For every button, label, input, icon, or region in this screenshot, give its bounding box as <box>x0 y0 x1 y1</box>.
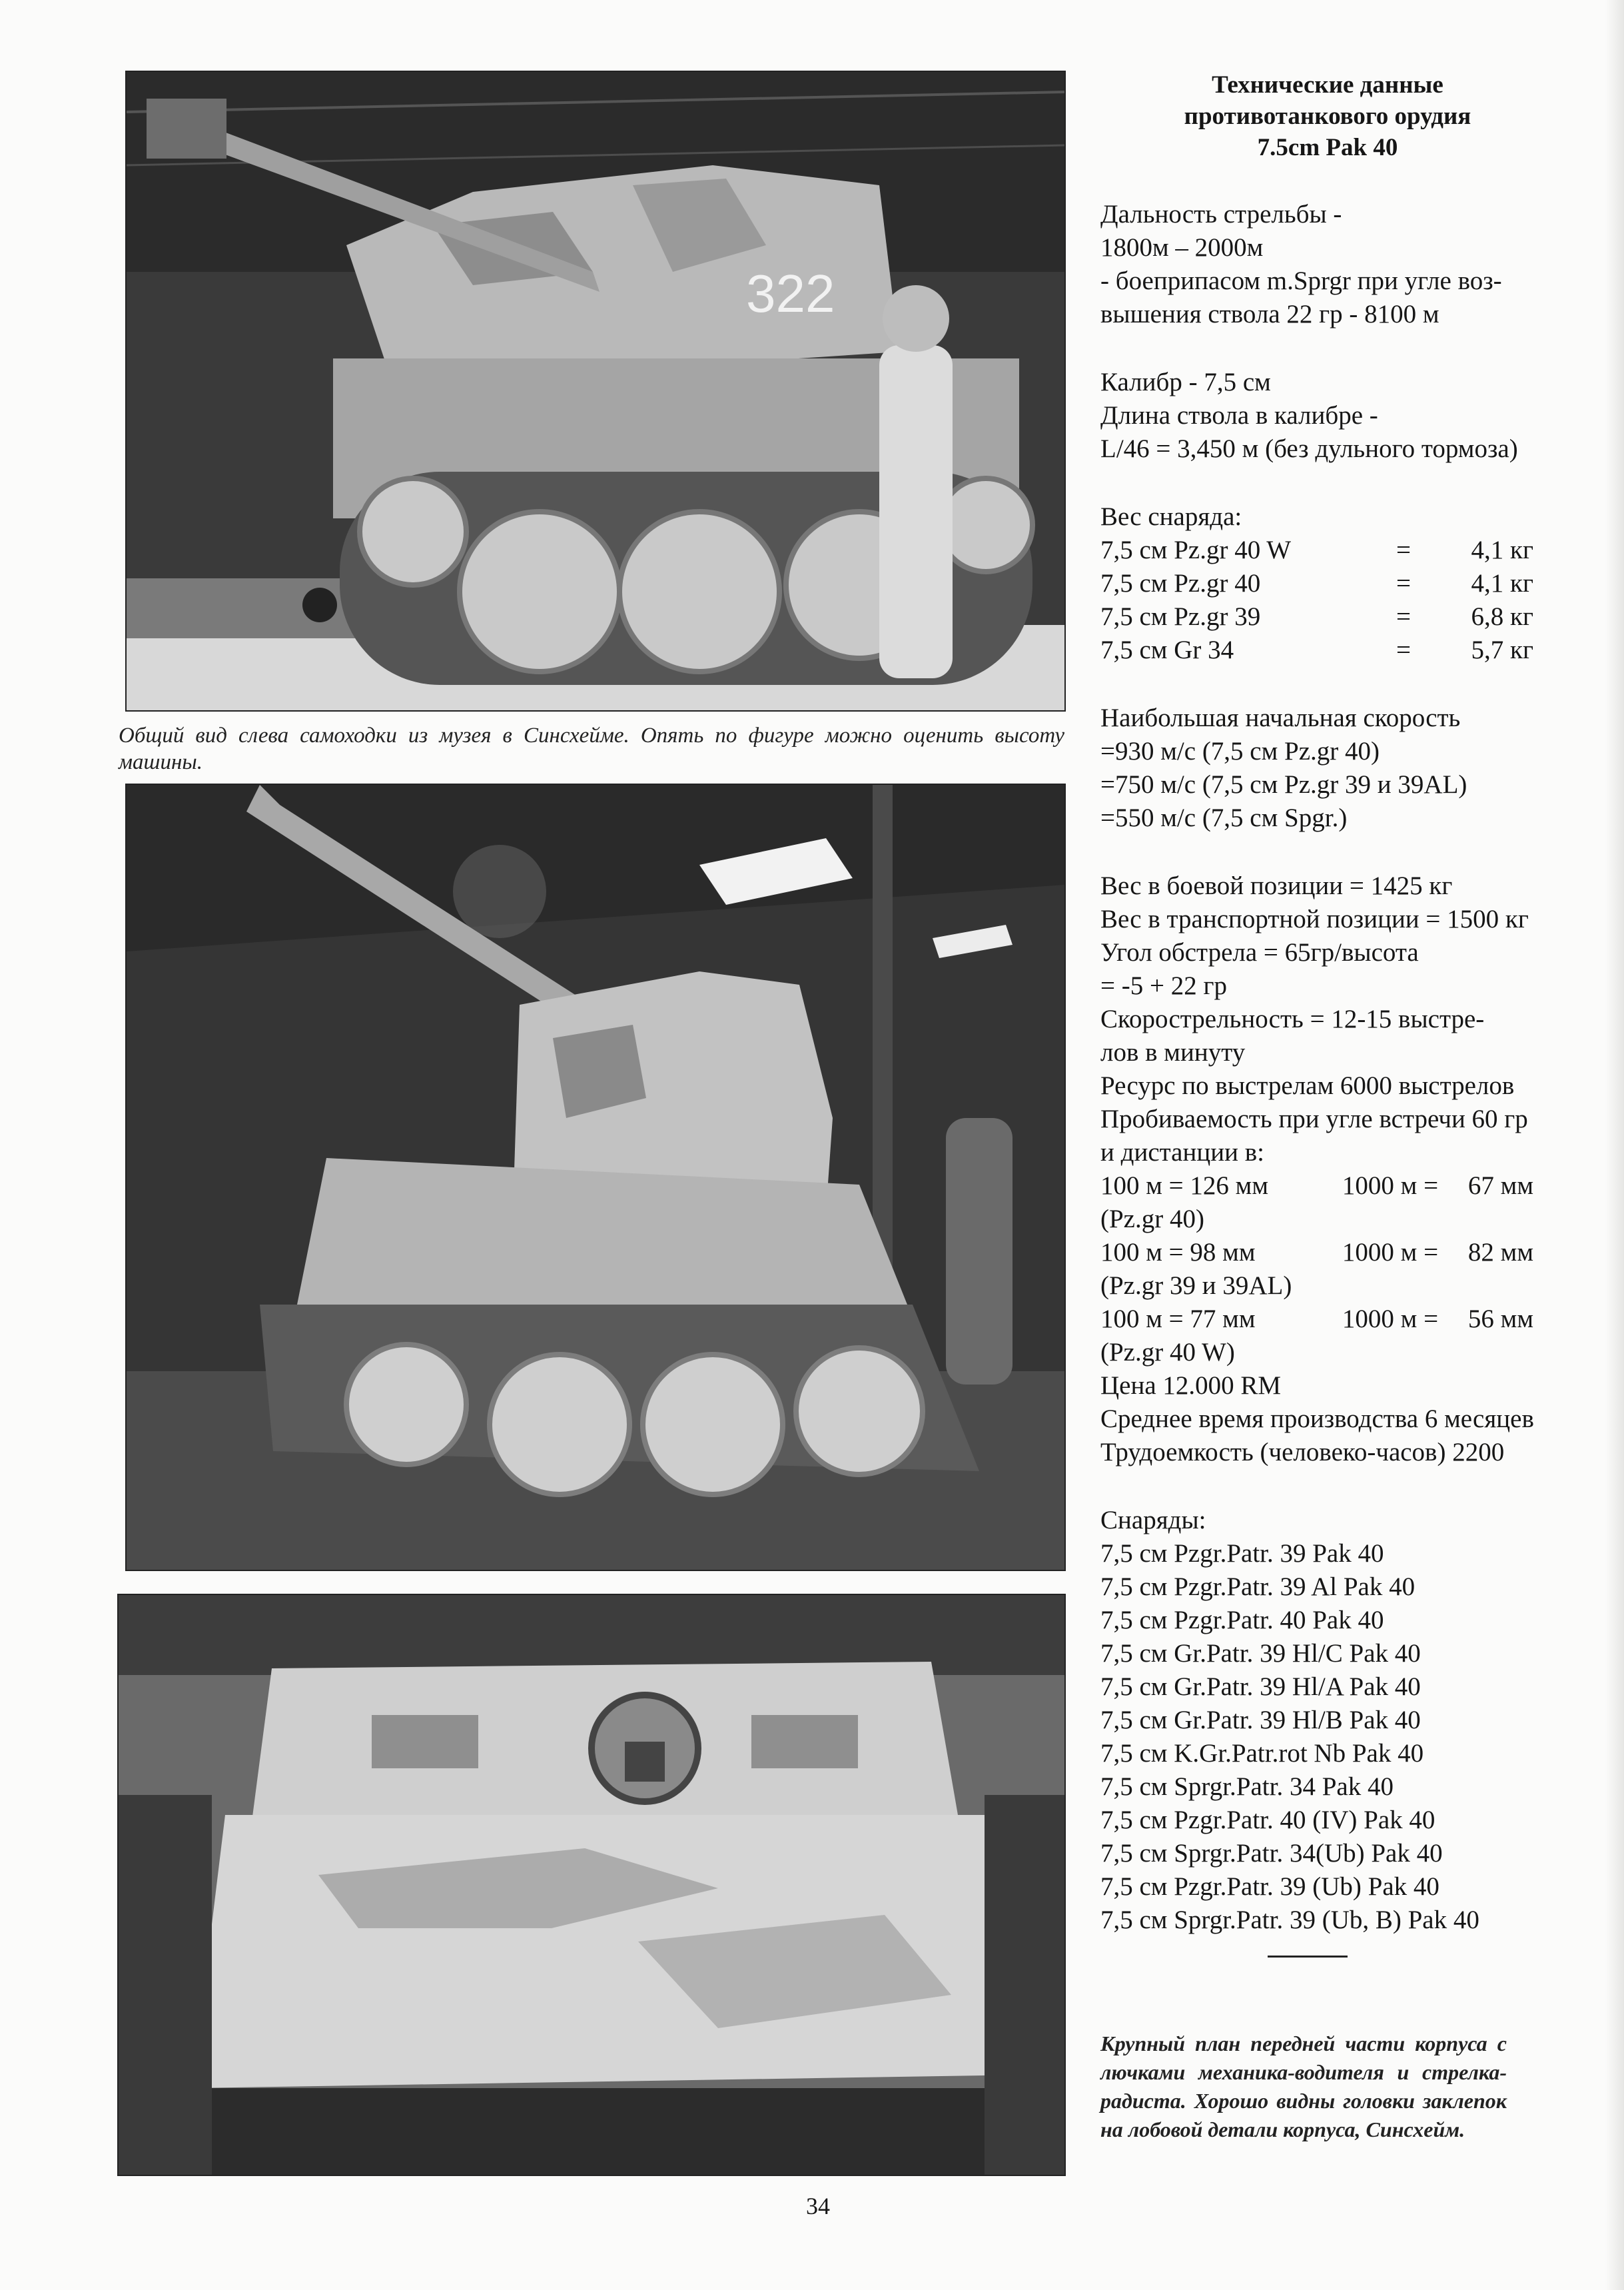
section-divider <box>1268 1956 1348 1958</box>
shell-value: 4,1 кг <box>1471 536 1533 564</box>
cost-line: Трудоемкость (человеко-часов) 2200 <box>1100 1438 1505 1466</box>
photo-tank-front-left-view <box>125 784 1066 1571</box>
cost-line: Цена 12.000 RM <box>1100 1371 1282 1400</box>
ammo-item: 7,5 см Sprgr.Patr. 34(Ub) Pak 40 <box>1100 1839 1443 1868</box>
shell-weight-title: Вес снаряда: <box>1100 502 1242 531</box>
velocity-line: =550 м/с (7,5 см Spgr.) <box>1100 804 1348 832</box>
shell-value: 6,8 кг <box>1471 602 1533 631</box>
tank-number-marking: 322 <box>746 264 835 323</box>
shell-weight-row <box>1100 567 1555 600</box>
specs-title-line: противотанкового орудия <box>1184 103 1471 130</box>
penetration-far: 1000 м = <box>1342 1171 1439 1200</box>
caliber-line: L/46 = 3,450 м (без дульного тормоза) <box>1100 434 1518 463</box>
page-number: 34 <box>806 2193 830 2219</box>
ammo-item: 7,5 см Sprgr.Patr. 39 (Ub, B) Pak 40 <box>1100 1906 1479 1934</box>
penetration-row <box>1100 1236 1555 1269</box>
shell-eq: = <box>1396 602 1411 631</box>
shell-value: 5,7 кг <box>1471 636 1533 664</box>
range-line: Дальность стрельбы - <box>1100 200 1342 229</box>
general-line: Угол обстрела = 65гр/высота <box>1100 938 1419 967</box>
shell-eq: = <box>1396 636 1411 664</box>
general-line: Ресурс по выстрелам 6000 выстрелов <box>1100 1071 1515 1100</box>
general-line: Вес в боевой позиции = 1425 кг <box>1100 871 1453 900</box>
shell-weight-block <box>1100 500 1555 667</box>
general-line: Вес в транспортной позиции = 1500 кг <box>1100 905 1529 933</box>
caliber-line: Калибр - 7,5 см <box>1100 368 1271 396</box>
photo1-caption: Общий вид слева самоходки из музея в Синсхейме. Опять по фигуре можно оценить высоту машины. <box>119 724 1064 774</box>
velocity-line: =930 м/с (7,5 см Pz.gr 40) <box>1100 737 1380 766</box>
penetration-row <box>1100 1169 1555 1203</box>
shell-name: 7,5 см Pz.gr 40 <box>1100 569 1261 598</box>
tank-three-quarter-illustration <box>127 785 1064 1570</box>
general-line: и дистанции в: <box>1100 1138 1264 1167</box>
shell-value: 4,1 кг <box>1471 569 1533 598</box>
photo-hull-front-closeup <box>117 1594 1066 2176</box>
technical-specs <box>1100 69 1555 1958</box>
cost-line: Среднее время производства 6 месяцев <box>1100 1405 1534 1433</box>
range-line: - боеприпасом m.Sprgr при угле воз- <box>1100 267 1502 295</box>
caliber-block <box>1100 366 1555 466</box>
velocity-block <box>1100 702 1555 835</box>
penetration-near: 100 м = 77 мм <box>1100 1305 1256 1333</box>
ammo-item: 7,5 см K.Gr.Patr.rot Nb Pak 40 <box>1100 1739 1424 1768</box>
penetration-value: 67 мм <box>1467 1171 1533 1200</box>
ammo-item: 7,5 см Gr.Patr. 39 Hl/C Pak 40 <box>1100 1639 1421 1668</box>
general-block <box>1100 869 1555 1469</box>
ammo-item: 7,5 см Pzgr.Patr. 39 Pak 40 <box>1100 1539 1384 1568</box>
tank-side-illustration <box>127 72 1064 710</box>
photo-tank-side-view <box>125 71 1066 712</box>
shell-eq: = <box>1396 536 1411 564</box>
general-line: лов в минуту <box>1100 1038 1246 1067</box>
penetration-near: 100 м = 98 мм <box>1100 1238 1256 1267</box>
specs-title <box>1100 69 1555 163</box>
penetration-ammo: (Pz.gr 40 W) <box>1100 1338 1235 1367</box>
range-line: вышения ствола 22 гр - 8100 м <box>1100 300 1439 328</box>
velocity-line: =750 м/с (7,5 см Pz.gr 39 и 39AL) <box>1100 770 1467 799</box>
penetration-ammo: (Pz.gr 40) <box>1100 1205 1204 1233</box>
penetration-far: 1000 м = <box>1342 1238 1439 1267</box>
page-edge-shadow <box>1605 0 1624 2290</box>
specs-title-line: Технические данные <box>1212 71 1443 99</box>
hull-front-illustration <box>119 1595 1064 2175</box>
general-line: Скорострельность = 12-15 выстре- <box>1100 1005 1485 1033</box>
shell-name: 7,5 см Gr 34 <box>1100 636 1234 664</box>
penetration-ammo: (Pz.gr 39 и 39AL) <box>1100 1271 1292 1300</box>
shell-weight-row <box>1100 634 1555 667</box>
penetration-row <box>1100 1303 1555 1336</box>
range-block <box>1100 198 1555 331</box>
shell-name: 7,5 см Pz.gr 40 W <box>1100 536 1292 564</box>
penetration-value: 82 мм <box>1467 1238 1533 1267</box>
photo3-caption: Крупный план передней части корпуса с лючками механика-водителя и стрелка-радиста. Хорошо видны головки заклепок на лобовой детали корпуса, Синсхейм. <box>1100 2031 1507 2141</box>
ammo-block <box>1100 1504 1555 1937</box>
shell-weight-row <box>1100 534 1555 567</box>
ammo-item: 7,5 см Pzgr.Patr. 40 Pak 40 <box>1100 1606 1384 1634</box>
ammo-item: 7,5 см Sprgr.Patr. 34 Pak 40 <box>1100 1772 1394 1801</box>
shell-name: 7,5 см Pz.gr 39 <box>1100 602 1261 631</box>
general-line: Пробиваемость при угле встречи 60 гр <box>1100 1105 1528 1133</box>
range-line: 1800м – 2000м <box>1100 233 1264 262</box>
shell-eq: = <box>1396 569 1411 598</box>
ammo-item: 7,5 см Pzgr.Patr. 40 (IV) Pak 40 <box>1100 1806 1435 1834</box>
velocity-line: Наибольшая начальная скорость <box>1100 704 1461 732</box>
ammo-item: 7,5 см Gr.Patr. 39 Hl/B Pak 40 <box>1100 1706 1421 1734</box>
specs-title-line: 7.5cm Pak 40 <box>1257 134 1398 161</box>
ammo-title: Снаряды: <box>1100 1506 1206 1534</box>
penetration-near: 100 м = 126 мм <box>1100 1171 1269 1200</box>
shell-weight-row <box>1100 600 1555 634</box>
ammo-item: 7,5 см Pzgr.Patr. 39 (Ub) Pak 40 <box>1100 1872 1439 1901</box>
general-line: = -5 + 22 гр <box>1100 971 1227 1000</box>
caliber-line: Длина ствола в калибре - <box>1100 401 1378 430</box>
penetration-far: 1000 м = <box>1342 1305 1439 1333</box>
ammo-item: 7,5 см Gr.Patr. 39 Hl/A Pak 40 <box>1100 1672 1421 1701</box>
penetration-value: 56 мм <box>1467 1305 1533 1333</box>
ammo-item: 7,5 см Pzgr.Patr. 39 Al Pak 40 <box>1100 1572 1416 1601</box>
